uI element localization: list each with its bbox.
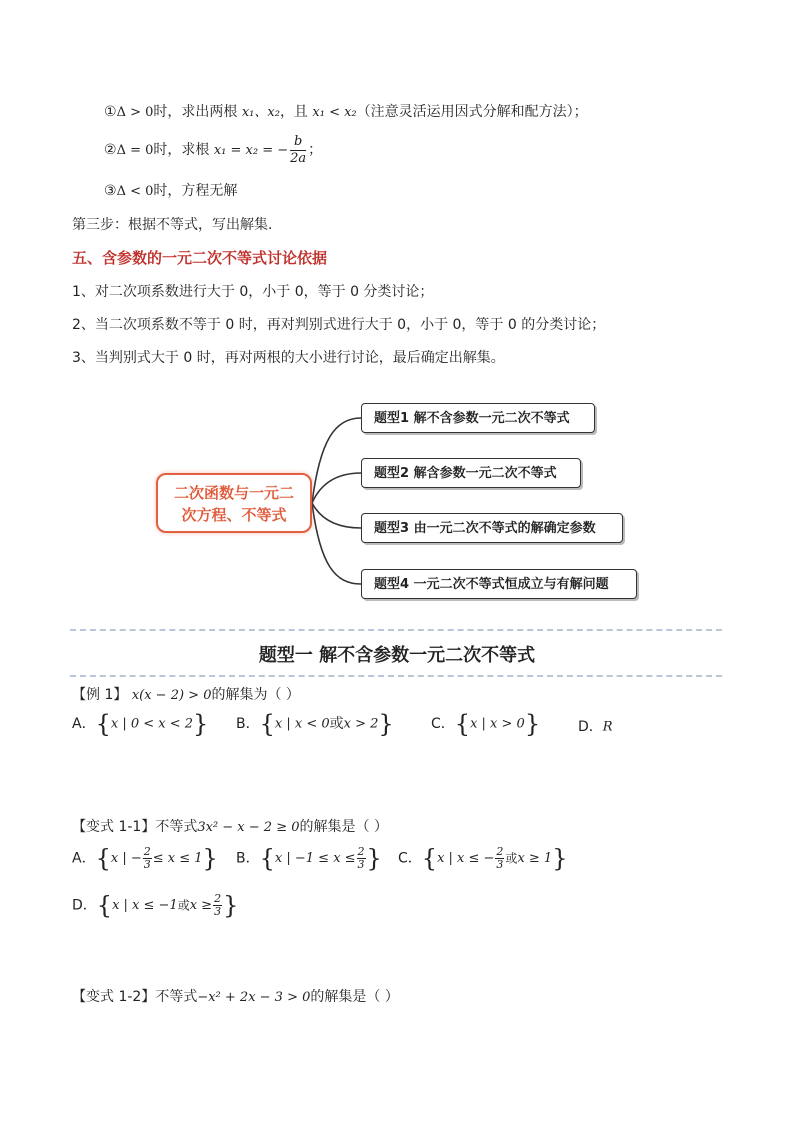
variant-option-b[interactable] [236,846,382,871]
fraction-denominator: 3 [214,905,222,918]
option-letter: A． [72,716,96,732]
fraction-denominator: 2a [290,150,307,166]
set-body: x | 0 < x < 2 [110,716,194,732]
option-letter: C． [431,716,455,732]
set-body: x ≥ 1 [517,851,553,866]
example-label: 【例 1】 [72,687,128,703]
left-brace: { [259,844,275,873]
set-body: ≤ x ≤ 1 [152,851,203,866]
set-body: x | − [110,851,142,866]
question-tail: 的解集是（ ） [299,819,388,835]
fraction [357,846,366,871]
section-5-item-1: 1、对二次项系数进行大于 0，小于 0，等于 0 分类讨论； [72,284,434,300]
right-brace: } [202,844,218,873]
or-word: 或 [329,716,344,732]
fraction-numerator: 2 [357,845,365,858]
case-mark: ③ [104,183,117,199]
case-condition: Δ = 0 [116,143,154,158]
right-brace: } [366,844,382,873]
left-brace: { [259,710,275,738]
variant-1-1-question [72,816,388,836]
variant-option-a[interactable] [72,846,218,871]
set-body: x | −1 ≤ x ≤ [274,851,356,866]
question-pre: 不等式 [155,989,198,1005]
connector-3 [312,503,361,528]
case-text: ，且 [279,104,308,120]
fraction-denominator: 3 [143,858,151,871]
divider-top [70,629,722,631]
variant-option-d[interactable] [72,893,238,918]
case-end: ； [308,142,323,158]
left-brace: { [454,710,471,738]
divider-bottom [70,675,722,677]
fraction-denominator: 3 [357,858,365,871]
section-5-item-3: 3、当判别式大于 0 时，再对两根的大小进行讨论，最后确定出解集。 [72,350,505,366]
fraction-numerator: 2 [214,892,222,905]
set-body: x | x > 0 [470,716,525,732]
or-word: 或 [505,851,518,866]
left-brace: { [95,710,111,738]
question-tail: 的解集是（ ） [310,989,399,1005]
left-brace: { [96,891,113,920]
option-c[interactable] [431,712,540,736]
option-letter: D． [72,897,97,914]
option-letter: A． [72,850,96,867]
or-word: 或 [177,898,190,913]
inequality-expr: x(x − 2) > 0 [131,688,212,703]
option-a[interactable] [72,712,208,736]
step-3: 第三步：根据不等式，写出解集. [72,217,273,233]
topic-node-4: 题型4 一元二次不等式恒成立与有解问题 [361,569,637,599]
example-1-question [72,684,300,704]
fraction-numerator: b [290,134,306,151]
set-body: x | x < 0 [274,716,330,732]
fraction-numerator: 2 [496,845,504,858]
fraction-denominator: 3 [496,858,504,871]
section-5-item-2: 2、当二次项系数不等于 0 时，再对判别式进行大于 0，小于 0，等于 0 的分类讨论； [72,317,606,333]
set-body: x ≥ [189,898,213,913]
section-5-title: 五、含参数的一元二次不等式讨论依据 [72,249,328,267]
question-pre: 不等式 [155,819,198,835]
variant-1-2-question [72,986,399,1006]
section-heading: 题型一 解不含参数一元二次不等式 [258,645,536,666]
variant-label: 【变式 1-2】 [72,989,156,1005]
fraction [495,846,504,871]
center-line-2: 次方程、不等式 [181,506,287,524]
topic-node-3: 题型3 由一元二次不等式的解确定参数 [361,513,623,543]
set-body: x | x ≤ −1 [112,898,178,913]
roots-order: x₁ < x₂ [312,105,357,120]
case-text: 时，方程无解 [153,183,238,199]
option-letter: B． [236,716,260,732]
variant-option-c[interactable] [398,846,567,871]
fraction [143,846,152,871]
case-condition: Δ > 0 [116,105,154,120]
case-note: （注意灵活运用因式分解和配方法）； [356,104,588,120]
connector-4 [312,503,361,584]
right-brace: } [524,710,541,738]
set-body: R [602,719,613,735]
variant-label: 【变式 1-1】 [72,819,156,835]
fraction [213,893,222,918]
topic-node-2: 题型2 解含参数一元二次不等式 [361,458,581,488]
option-d[interactable] [578,716,613,736]
option-letter: D． [578,719,603,735]
case-condition: Δ < 0 [116,184,154,199]
case-text: 时，求出两根 [153,104,238,120]
question-tail: 的解集为（ ） [211,687,300,703]
case-text: 时，求根 [153,142,210,158]
case-mark: ② [104,142,117,158]
topic-node-1: 题型1 解不含参数一元二次不等式 [361,403,595,433]
case-mark: ① [104,104,117,120]
mindmap-center-node [156,473,312,533]
roots-expr: x₁、x₂ [241,105,280,120]
left-brace: { [421,844,438,873]
inequality-expr: 3x² − x − 2 ≥ 0 [197,820,300,835]
root-equation: x₁ = x₂ = − [213,143,289,158]
right-brace: } [552,844,568,873]
option-letter: B． [236,850,260,867]
right-brace: } [378,710,394,738]
right-brace: } [223,891,239,920]
fraction-numerator: 2 [143,845,151,858]
inequality-expr: −x² + 2x − 3 > 0 [197,990,311,1005]
set-body: x > 2 [343,716,379,732]
connector-2 [312,473,361,503]
right-brace: } [193,710,209,738]
left-brace: { [95,844,111,873]
center-line-1: 二次函数与一元二 [173,484,294,502]
option-letter: C． [398,850,422,867]
set-body: x | x ≤ − [437,851,495,866]
option-b[interactable] [236,712,394,736]
